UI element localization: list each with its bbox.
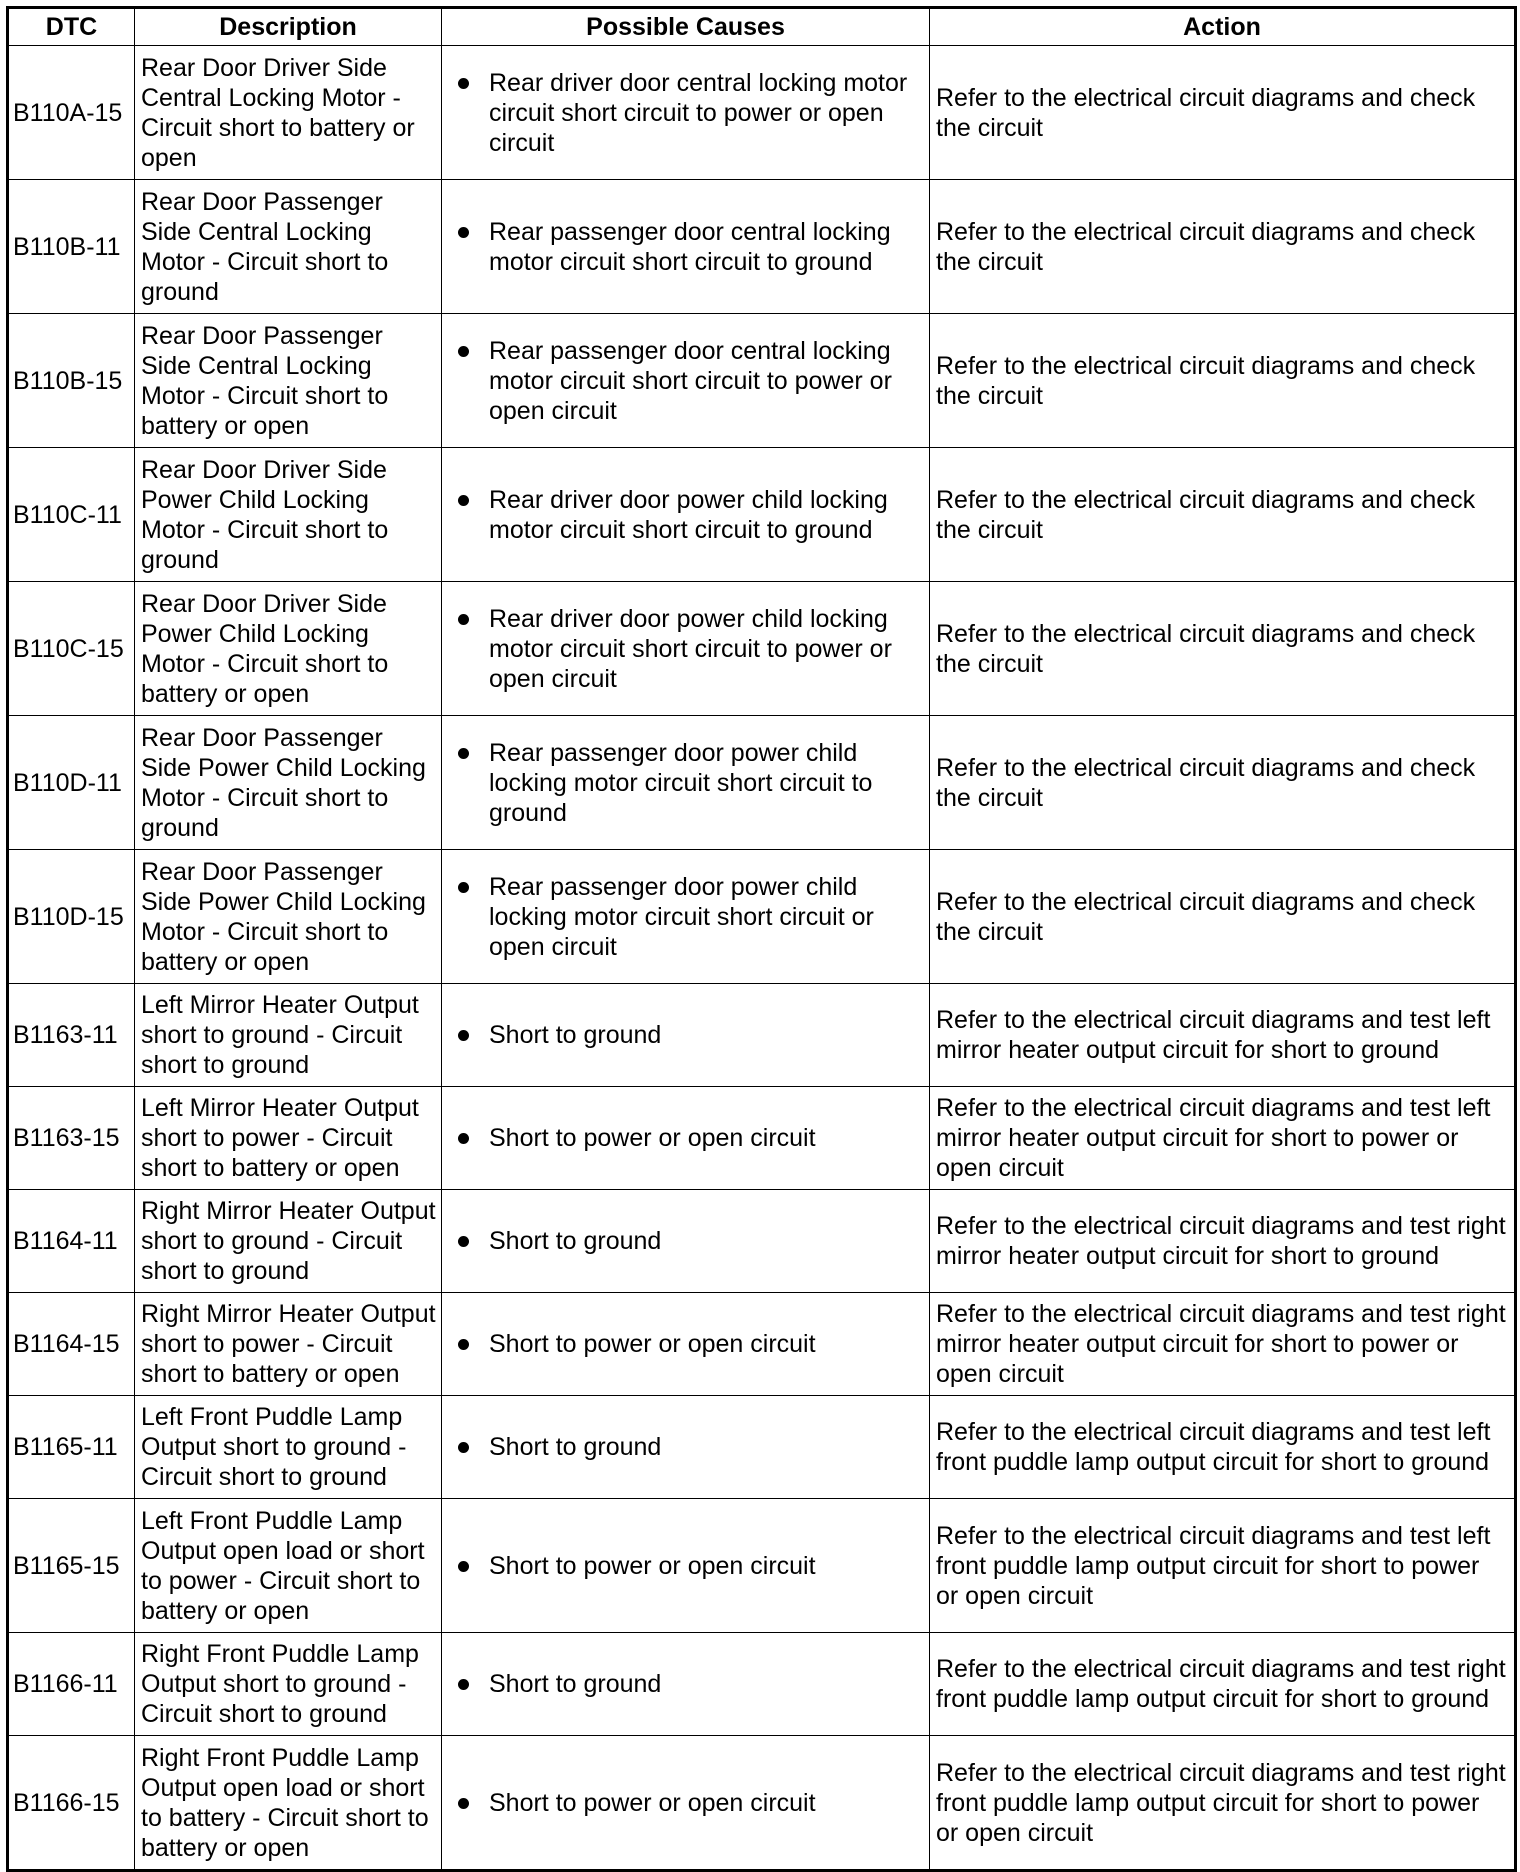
- bullet-icon: [458, 882, 469, 893]
- dtc-description: Left Front Puddle Lamp Output open load or short to power - Circuit short to battery or open: [135, 1499, 442, 1633]
- dtc-code: B110B-15: [8, 314, 135, 448]
- cause-text: Rear driver door power child locking motor circuit short circuit to ground: [489, 485, 888, 544]
- table-row: [8, 448, 1516, 582]
- action-text: Refer to the electrical circuit diagrams and check the circuit: [930, 850, 1516, 984]
- table-row: [8, 1087, 1516, 1190]
- possible-cause: [442, 1736, 930, 1871]
- possible-cause: [442, 1396, 930, 1499]
- table-row: [8, 1190, 1516, 1293]
- possible-cause: [442, 582, 930, 716]
- dtc-code: B110D-15: [8, 850, 135, 984]
- table-row: [8, 850, 1516, 984]
- dtc-description: Rear Door Passenger Side Central Locking Motor - Circuit short to battery or open: [135, 314, 442, 448]
- dtc-description: Left Front Puddle Lamp Output short to ground - Circuit short to ground: [135, 1396, 442, 1499]
- dtc-code: B1163-15: [8, 1087, 135, 1190]
- bullet-icon: [458, 1030, 469, 1041]
- bullet-icon: [458, 1561, 469, 1572]
- possible-cause: [442, 314, 930, 448]
- possible-cause: [442, 1633, 930, 1736]
- dtc-description: Rear Door Passenger Side Power Child Locking Motor - Circuit short to battery or open: [135, 850, 442, 984]
- dtc-code: B110C-15: [8, 582, 135, 716]
- action-text: Refer to the electrical circuit diagrams and check the circuit: [930, 716, 1516, 850]
- table-row: [8, 716, 1516, 850]
- dtc-code: B1163-11: [8, 984, 135, 1087]
- bullet-icon: [458, 1133, 469, 1144]
- dtc-description: Rear Door Driver Side Power Child Locking Motor - Circuit short to battery or open: [135, 582, 442, 716]
- dtc-description: Right Mirror Heater Output short to ground - Circuit short to ground: [135, 1190, 442, 1293]
- dtc-description: Left Mirror Heater Output short to ground - Circuit short to ground: [135, 984, 442, 1087]
- action-text: Refer to the electrical circuit diagrams and test right front puddle lamp output circuit for short to ground: [930, 1633, 1516, 1736]
- bullet-icon: [458, 1442, 469, 1453]
- dtc-description: Rear Door Passenger Side Power Child Locking Motor - Circuit short to ground: [135, 716, 442, 850]
- action-text: Refer to the electrical circuit diagrams and test left mirror heater output circuit for short to ground: [930, 984, 1516, 1087]
- possible-cause: [442, 1087, 930, 1190]
- header-description: Description: [135, 8, 442, 46]
- dtc-description: Right Mirror Heater Output short to power - Circuit short to battery or open: [135, 1293, 442, 1396]
- dtc-code: B1164-11: [8, 1190, 135, 1293]
- table-row: [8, 984, 1516, 1087]
- cause-text: Short to ground: [489, 1670, 662, 1698]
- header-possible-causes: Possible Causes: [442, 8, 930, 46]
- possible-cause: [442, 1499, 930, 1633]
- table-row: [8, 314, 1516, 448]
- dtc-table: [6, 6, 1517, 1872]
- dtc-code: B110B-11: [8, 180, 135, 314]
- table-row: [8, 180, 1516, 314]
- bullet-icon: [458, 227, 469, 238]
- action-text: Refer to the electrical circuit diagrams and check the circuit: [930, 46, 1516, 180]
- dtc-code: B1165-11: [8, 1396, 135, 1499]
- dtc-description: Left Mirror Heater Output short to power - Circuit short to battery or open: [135, 1087, 442, 1190]
- bullet-icon: [458, 614, 469, 625]
- bullet-icon: [458, 78, 469, 89]
- action-text: Refer to the electrical circuit diagrams and test left mirror heater output circuit for short to power or open circuit: [930, 1087, 1516, 1190]
- cause-text: Rear driver door central locking motor circuit short circuit to power or open circuit: [489, 68, 908, 157]
- cause-text: Short to ground: [489, 1021, 662, 1049]
- action-text: Refer to the electrical circuit diagrams and check the circuit: [930, 314, 1516, 448]
- table-row: [8, 1633, 1516, 1736]
- dtc-code: B110C-11: [8, 448, 135, 582]
- possible-cause: [442, 46, 930, 180]
- cause-text: Short to power or open circuit: [489, 1788, 816, 1817]
- dtc-description: Rear Door Passenger Side Central Locking Motor - Circuit short to ground: [135, 180, 442, 314]
- dtc-description: Right Front Puddle Lamp Output open load or short to battery - Circuit short to battery or open: [135, 1736, 442, 1871]
- cause-text: Rear passenger door central locking motor circuit short circuit to ground: [489, 217, 891, 276]
- action-text: Refer to the electrical circuit diagrams and test right mirror heater output circuit for short to power or open circuit: [930, 1293, 1516, 1396]
- dtc-code: B1165-15: [8, 1499, 135, 1633]
- dtc-code: B1166-15: [8, 1736, 135, 1871]
- cause-text: Short to ground: [489, 1433, 662, 1461]
- table-row: [8, 1293, 1516, 1396]
- action-text: Refer to the electrical circuit diagrams and test right front puddle lamp output circuit for short to power or open circuit: [930, 1736, 1516, 1871]
- possible-cause: [442, 1190, 930, 1293]
- cause-text: Short to power or open circuit: [489, 1124, 816, 1152]
- dtc-description: Rear Door Driver Side Power Child Locking Motor - Circuit short to ground: [135, 448, 442, 582]
- action-text: Refer to the electrical circuit diagrams and test left front puddle lamp output circuit for short to ground: [930, 1396, 1516, 1499]
- table-header-row: [8, 8, 1516, 46]
- dtc-code: B110D-11: [8, 716, 135, 850]
- possible-cause: [442, 1293, 930, 1396]
- bullet-icon: [458, 1679, 469, 1690]
- header-dtc: DTC: [8, 8, 135, 46]
- possible-cause: [442, 716, 930, 850]
- bullet-icon: [458, 748, 469, 759]
- bullet-icon: [458, 495, 469, 506]
- action-text: Refer to the electrical circuit diagrams and check the circuit: [930, 180, 1516, 314]
- possible-cause: [442, 448, 930, 582]
- cause-text: Short to power or open circuit: [489, 1330, 816, 1358]
- table-row: [8, 582, 1516, 716]
- possible-cause: [442, 984, 930, 1087]
- action-text: Refer to the electrical circuit diagrams and test left front puddle lamp output circuit for short to power or open circuit: [930, 1499, 1516, 1633]
- dtc-description: Right Front Puddle Lamp Output short to ground - Circuit short to ground: [135, 1633, 442, 1736]
- possible-cause: [442, 850, 930, 984]
- dtc-code: B110A-15: [8, 46, 135, 180]
- bullet-icon: [458, 1339, 469, 1350]
- bullet-icon: [458, 1236, 469, 1247]
- table-row: [8, 46, 1516, 180]
- action-text: Refer to the electrical circuit diagrams and check the circuit: [930, 448, 1516, 582]
- cause-text: Short to ground: [489, 1227, 662, 1255]
- action-text: Refer to the electrical circuit diagrams and test right mirror heater output circuit for short to ground: [930, 1190, 1516, 1293]
- cause-text: Rear passenger door central locking motor circuit short circuit to power or open circuit: [489, 336, 892, 425]
- dtc-table-container: [6, 6, 1514, 1872]
- header-action: Action: [930, 8, 1516, 46]
- cause-text: Short to power or open circuit: [489, 1551, 816, 1580]
- action-text: Refer to the electrical circuit diagrams and check the circuit: [930, 582, 1516, 716]
- cause-text: Rear passenger door power child locking motor circuit short circuit to ground: [489, 738, 873, 827]
- bullet-icon: [458, 346, 469, 357]
- dtc-code: B1164-15: [8, 1293, 135, 1396]
- table-row: [8, 1499, 1516, 1633]
- bullet-icon: [458, 1798, 469, 1809]
- possible-cause: [442, 180, 930, 314]
- dtc-description: Rear Door Driver Side Central Locking Motor - Circuit short to battery or open: [135, 46, 442, 180]
- table-row: [8, 1736, 1516, 1871]
- cause-text: Rear passenger door power child locking motor circuit short circuit or open circuit: [489, 872, 874, 961]
- dtc-code: B1166-11: [8, 1633, 135, 1736]
- cause-text: Rear driver door power child locking motor circuit short circuit to power or open circuit: [489, 604, 892, 693]
- table-row: [8, 1396, 1516, 1499]
